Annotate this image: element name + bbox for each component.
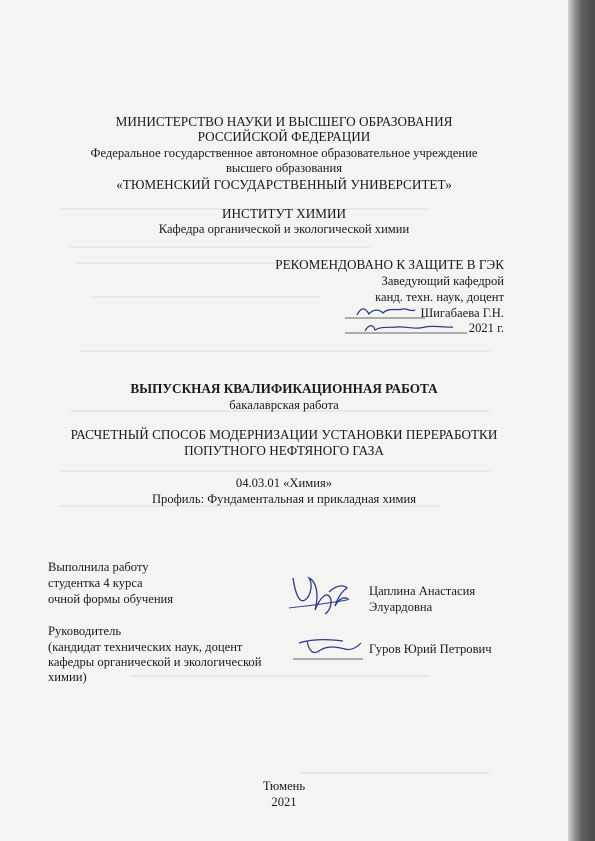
bleed-through-line bbox=[80, 350, 490, 352]
work-type-subtitle: бакалаврская работа bbox=[229, 398, 339, 412]
supervisor-signature bbox=[293, 633, 365, 668]
scan-edge-shadow bbox=[568, 0, 595, 841]
ministry-line-2: РОССИЙСКОЙ ФЕДЕРАЦИИ bbox=[197, 129, 371, 144]
institution-line-2: высшего образования bbox=[225, 161, 342, 175]
approval-title: РЕКОМЕНДОВАНО К ЗАЩИТЕ В ГЭК bbox=[275, 257, 504, 272]
bleed-through-line bbox=[300, 772, 490, 774]
institute-name: ИНСТИТУТ ХИМИИ bbox=[222, 206, 346, 221]
supervisor-label-1: Руководитель bbox=[48, 624, 122, 638]
approval-date-line bbox=[345, 318, 470, 341]
author-label-3: очной формы обучения bbox=[48, 592, 174, 606]
author-name-1: Цаплина Анастасия bbox=[369, 584, 476, 598]
department-name: Кафедра органической и экологической химии bbox=[158, 222, 410, 236]
bleed-through-line bbox=[60, 470, 490, 472]
supervisor-label-2: (кандидат технических наук, доцент bbox=[48, 640, 243, 654]
ministry-line-1: МИНИСТЕРСТВО НАУКИ И ВЫСШЕГО ОБРАЗОВАНИЯ bbox=[115, 114, 453, 129]
supervisor-name: Гуров Юрий Петрович bbox=[369, 642, 492, 656]
bleed-through-line bbox=[70, 246, 370, 248]
bleed-through-line bbox=[130, 675, 430, 677]
work-type-title: ВЫПУСКНАЯ КВАЛИФИКАЦИОННАЯ РАБОТА bbox=[130, 381, 438, 396]
supervisor-label-3: кафедры органической и экологической bbox=[48, 655, 262, 669]
author-label-1: Выполнила работу bbox=[48, 560, 149, 574]
supervisor-label-4: химии) bbox=[48, 670, 87, 684]
approval-name: Шигабаева Г.Н. bbox=[420, 306, 504, 320]
author-name-2: Элуардовна bbox=[369, 600, 433, 614]
topic-line-1: РАСЧЕТНЫЙ СПОСОБ МОДЕРНИЗАЦИИ УСТАНОВКИ ПЕРЕРАБОТКИ bbox=[70, 427, 498, 442]
approval-degree: канд. техн. наук, доцент bbox=[375, 290, 504, 304]
footer-year: 2021 bbox=[271, 795, 297, 809]
approval-year: 2021 г. bbox=[468, 321, 504, 335]
specialty-code: 04.03.01 «Химия» bbox=[235, 476, 333, 490]
author-signature bbox=[285, 570, 355, 627]
approval-position: Заведующий кафедрой bbox=[381, 274, 504, 288]
bleed-through-line bbox=[90, 296, 320, 298]
topic-line-2: ПОПУТНОГО НЕФТЯНОГО ГАЗА bbox=[184, 443, 384, 458]
footer-city: Тюмень bbox=[262, 779, 306, 793]
institution-line-1: Федеральное государственное автономное образовательное учреждение bbox=[90, 146, 478, 160]
university-name: «ТЮМЕНСКИЙ ГОСУДАРСТВЕННЫЙ УНИВЕРСИТЕТ» bbox=[116, 177, 452, 192]
profile: Профиль: Фундаментальная и прикладная химия bbox=[151, 492, 417, 506]
author-label-2: студентка 4 курса bbox=[48, 576, 143, 590]
